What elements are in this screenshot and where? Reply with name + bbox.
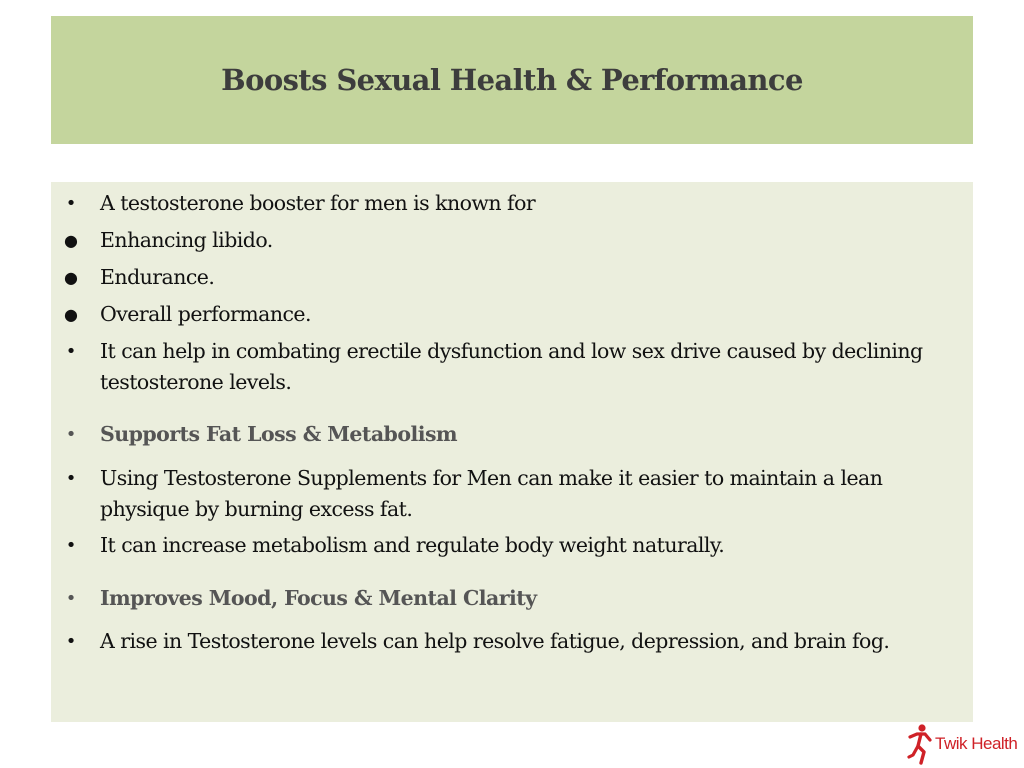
bullet-text: Enhancing libido. <box>100 228 273 252</box>
bullet-marker: ● <box>64 305 78 324</box>
logo-text: Twik Health <box>935 734 1018 753</box>
running-figure-icon <box>907 723 933 765</box>
section-heading-text: Improves Mood, Focus & Mental Clarity <box>100 586 537 610</box>
bullet-marker: • <box>65 468 77 489</box>
bullet-text: A rise in Testosterone levels can help resolve fatigue, depression, and brain fog. <box>100 629 890 653</box>
bullet-text: It can help in combating erectile dysfunction and low sex drive caused by declining testosterone levels. <box>100 339 923 394</box>
bullet-marker: • <box>65 341 77 362</box>
bullet-marker: • <box>65 193 77 214</box>
bullet-marker: ● <box>64 268 78 287</box>
twik-health-logo <box>907 722 1019 766</box>
bullet-marker: ● <box>64 231 78 250</box>
bullet-marker: • <box>65 631 77 652</box>
section-heading-text: Supports Fat Loss & Metabolism <box>100 422 458 446</box>
bullet-marker: • <box>65 424 77 445</box>
bullet-marker: • <box>65 588 77 609</box>
bullet-text: Using Testosterone Supplements for Men can make it easier to maintain a lean physique by burning excess fat. <box>100 466 883 521</box>
title-banner <box>51 16 973 144</box>
bullet-text: Endurance. <box>100 265 215 289</box>
bullet-text: Overall performance. <box>100 302 311 326</box>
content-panel <box>51 182 973 722</box>
slide-title: Boosts Sexual Health & Performance <box>221 63 803 97</box>
bullet-marker: • <box>65 535 77 556</box>
bullet-text: A testosterone booster for men is known for <box>100 191 536 215</box>
bullet-text: It can increase metabolism and regulate body weight naturally. <box>100 533 725 557</box>
